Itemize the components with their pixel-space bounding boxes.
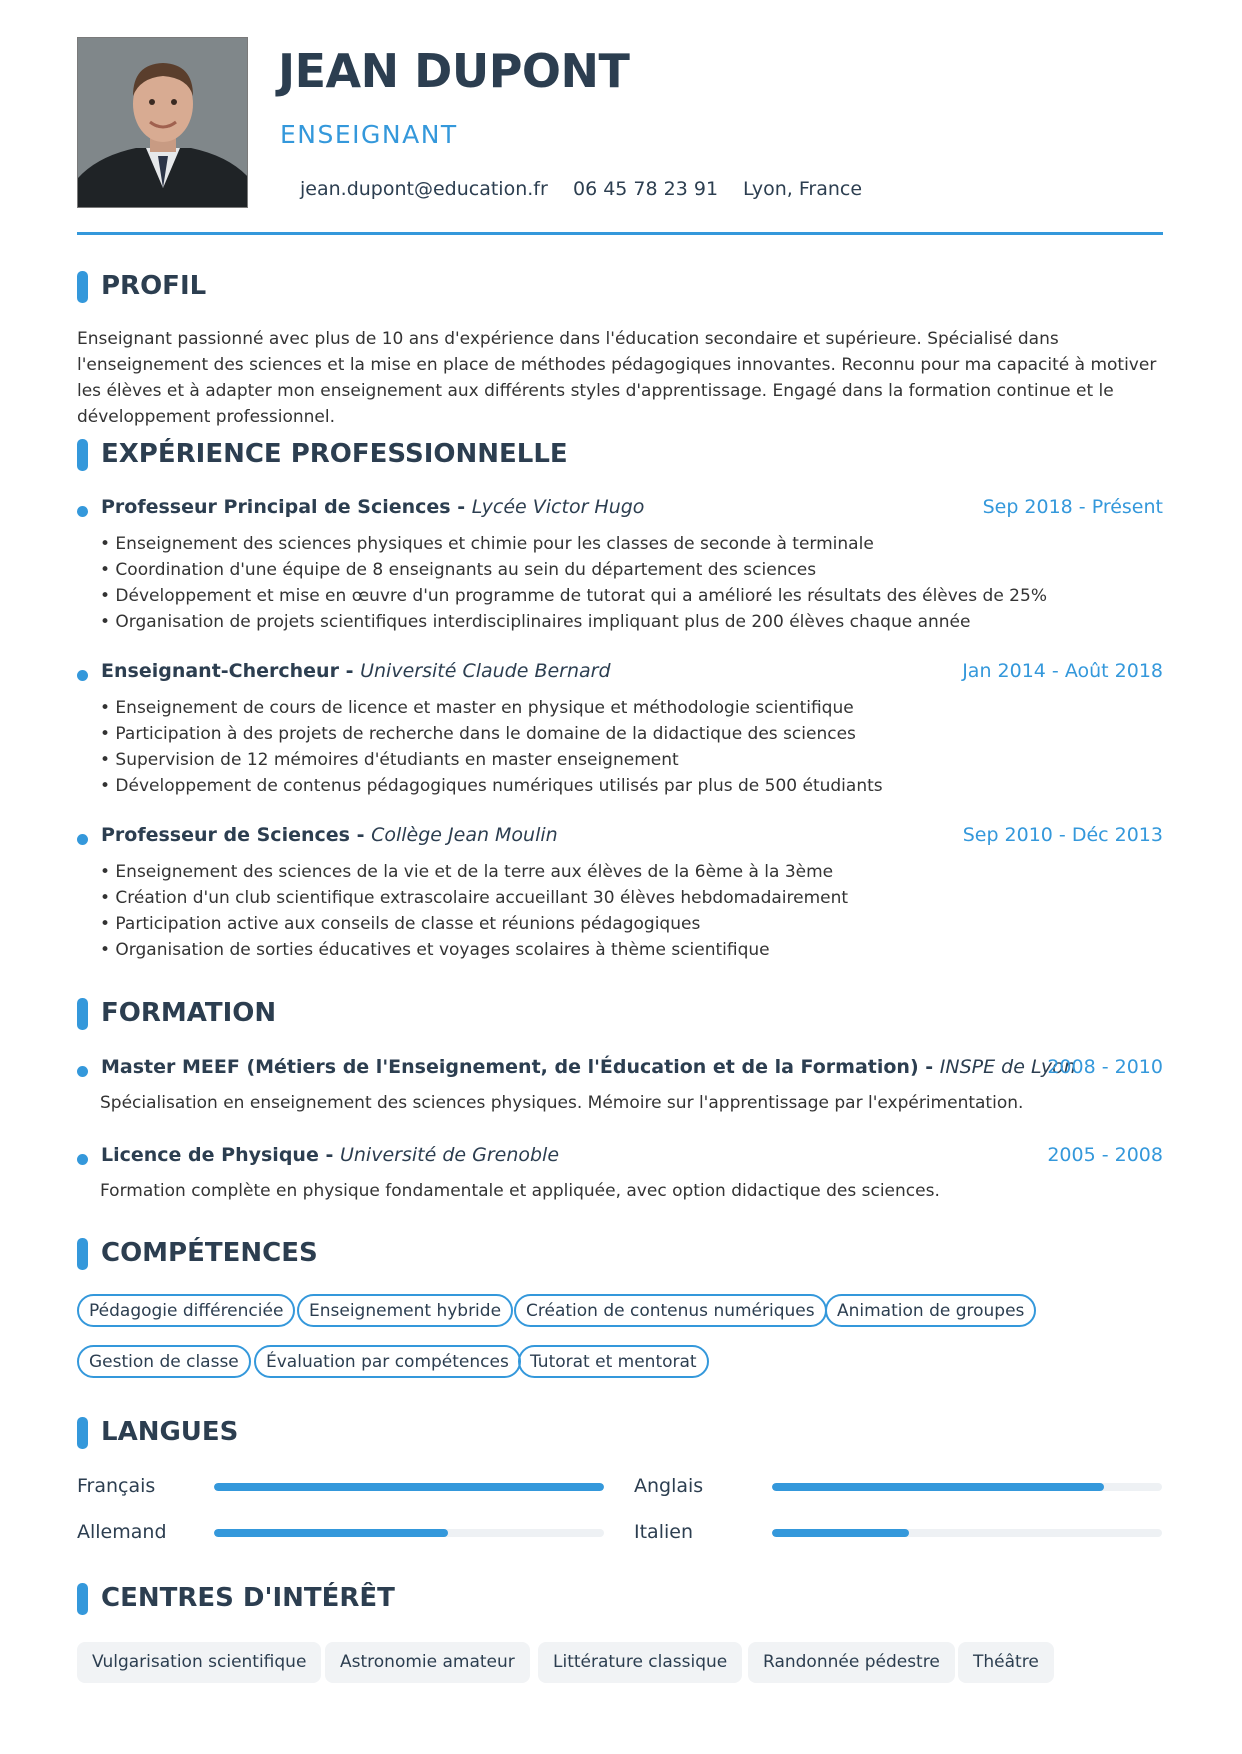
header-divider	[77, 232, 1163, 235]
separator: -	[325, 1144, 334, 1166]
list-item: • Participation à des projets de recherche dans le domaine de la didactique des sciences	[100, 724, 856, 744]
interest-tag: Vulgarisation scientifique	[77, 1642, 321, 1683]
education-entry-2	[77, 1144, 1163, 1170]
interest-tag: Littérature classique	[538, 1642, 742, 1683]
experience-entry-1	[77, 496, 1163, 522]
section-accent-bar	[77, 1417, 88, 1449]
date-range: 2005 - 2008	[1047, 1144, 1163, 1166]
interest-tag: Astronomie amateur	[325, 1642, 530, 1683]
interest-tag: Théâtre	[958, 1642, 1054, 1683]
list-item: • Participation active aux conseils de classe et réunions pédagogiques	[100, 914, 701, 934]
section-accent-bar	[77, 1238, 88, 1270]
bullet-dot	[77, 1066, 88, 1077]
separator: -	[457, 496, 466, 518]
list-item: • Organisation de projets scientifiques interdisciplinaires impliquant plus de 200 élèves chaque année	[100, 612, 971, 632]
bullet-dot	[77, 834, 88, 845]
language-level-fill	[214, 1483, 604, 1491]
job-title: ENSEIGNANT	[280, 120, 458, 149]
language-level-fill	[772, 1529, 909, 1537]
date-range: 2008 - 2010	[1047, 1056, 1163, 1078]
date-range: Jan 2014 - Août 2018	[962, 660, 1163, 682]
experience-1-bullets	[100, 531, 1047, 635]
experience-entry-2	[77, 660, 1163, 686]
separator: -	[345, 660, 354, 682]
degree: Master MEEF (Métiers de l'Enseignement, de l'Éducation et de la Formation)	[101, 1056, 919, 1078]
organization: Université Claude Bernard	[360, 660, 611, 682]
location: Lyon, France	[743, 178, 863, 200]
date-range: Sep 2010 - Déc 2013	[962, 824, 1163, 846]
language-name: Italien	[634, 1521, 693, 1543]
school: Université de Grenoble	[339, 1144, 560, 1166]
education-entry-1	[77, 1056, 1163, 1082]
profile-photo	[77, 37, 248, 208]
section-title: EXPÉRIENCE PROFESSIONNELLE	[101, 439, 568, 469]
education-1-desc: Spécialisation en enseignement des sciences physiques. Mémoire sur l'apprentissage par l'expérimentation.	[100, 1093, 1024, 1113]
portrait-image	[78, 38, 248, 208]
list-item: • Supervision de 12 mémoires d'étudiants en master enseignement	[100, 750, 679, 770]
interest-tag: Randonnée pédestre	[748, 1642, 955, 1683]
phone[interactable]: 06 45 78 23 91	[573, 178, 719, 200]
language-level-fill	[772, 1483, 1104, 1491]
education-2-desc: Formation complète en physique fondamentale et appliquée, avec option didactique des sciences.	[100, 1181, 940, 1201]
section-title: FORMATION	[101, 998, 277, 1028]
experience-3-bullets	[100, 859, 848, 963]
skill-tag: Évaluation par compétences	[254, 1345, 521, 1378]
section-title: CENTRES D'INTÉRÊT	[101, 1583, 395, 1613]
list-item: • Création d'un club scientifique extrascolaire accueillant 30 élèves hebdomadairement	[100, 888, 849, 908]
section-accent-bar	[77, 439, 88, 471]
language-name: Français	[77, 1475, 156, 1497]
email[interactable]: jean.dupont@education.fr	[300, 178, 548, 200]
separator: -	[925, 1056, 934, 1078]
language-level-track	[772, 1483, 1162, 1491]
date-range: Sep 2018 - Présent	[982, 496, 1163, 518]
profile-text: Enseignant passionné avec plus de 10 ans d'expérience dans l'éducation secondaire et supérieure. Spécialisé dans l'enseignement des sciences et la mise en place de méthodes pédagogiques innovantes. Reconnu pour ma capacité à motiver les élèves et à adapter mon enseignement aux différents styles d'apprentissage. Engagé dans la formation continue et le développement professionnel.	[77, 329, 1157, 427]
school: INSPE de Lyon	[939, 1056, 1076, 1078]
bullet-dot	[77, 670, 88, 681]
skill-tag: Pédagogie différenciée	[77, 1294, 295, 1327]
language-name: Allemand	[77, 1521, 167, 1543]
list-item: • Enseignement des sciences de la vie et de la terre aux élèves de la 6ème à la 3ème	[100, 862, 834, 882]
skill-tag: Animation de groupes	[825, 1294, 1036, 1327]
section-accent-bar	[77, 1583, 88, 1615]
section-accent-bar	[77, 271, 88, 303]
separator: -	[356, 824, 365, 846]
section-title: COMPÉTENCES	[101, 1238, 318, 1268]
job-role: Enseignant-Chercheur	[101, 660, 339, 682]
skill-tag: Enseignement hybride	[297, 1294, 513, 1327]
language-name: Anglais	[634, 1475, 704, 1497]
skill-tag: Gestion de classe	[77, 1345, 251, 1378]
organization: Collège Jean Moulin	[371, 824, 558, 846]
section-title: PROFIL	[101, 271, 207, 301]
bullet-dot	[77, 506, 88, 517]
bullet-dot	[77, 1154, 88, 1165]
language-level-fill	[214, 1529, 448, 1537]
list-item: • Enseignement des sciences physiques et chimie pour les classes de seconde à terminale	[100, 534, 874, 554]
list-item: • Coordination d'une équipe de 8 enseignants au sein du département des sciences	[100, 560, 817, 580]
list-item: • Développement et mise en œuvre d'un programme de tutorat qui a amélioré les résultats des élèves de 25%	[100, 586, 1047, 606]
section-accent-bar	[77, 998, 88, 1030]
section-title: LANGUES	[101, 1417, 239, 1447]
job-role: Professeur Principal de Sciences	[101, 496, 451, 518]
language-level-track	[214, 1483, 604, 1491]
list-item: • Développement de contenus pédagogiques numériques utilisés par plus de 500 étudiants	[100, 776, 883, 796]
experience-2-bullets	[100, 695, 883, 799]
job-role: Professeur de Sciences	[101, 824, 350, 846]
skill-tag: Création de contenus numériques	[514, 1294, 827, 1327]
language-level-track	[772, 1529, 1162, 1537]
list-item: • Organisation de sorties éducatives et voyages scolaires à thème scientifique	[100, 940, 770, 960]
skill-tag: Tutorat et mentorat	[518, 1345, 709, 1378]
language-level-track	[214, 1529, 604, 1537]
degree: Licence de Physique	[101, 1144, 319, 1166]
experience-entry-3	[77, 824, 1163, 850]
list-item: • Enseignement de cours de licence et master en physique et méthodologie scientifique	[100, 698, 854, 718]
organization: Lycée Victor Hugo	[471, 496, 645, 518]
candidate-name: JEAN DUPONT	[278, 44, 630, 98]
